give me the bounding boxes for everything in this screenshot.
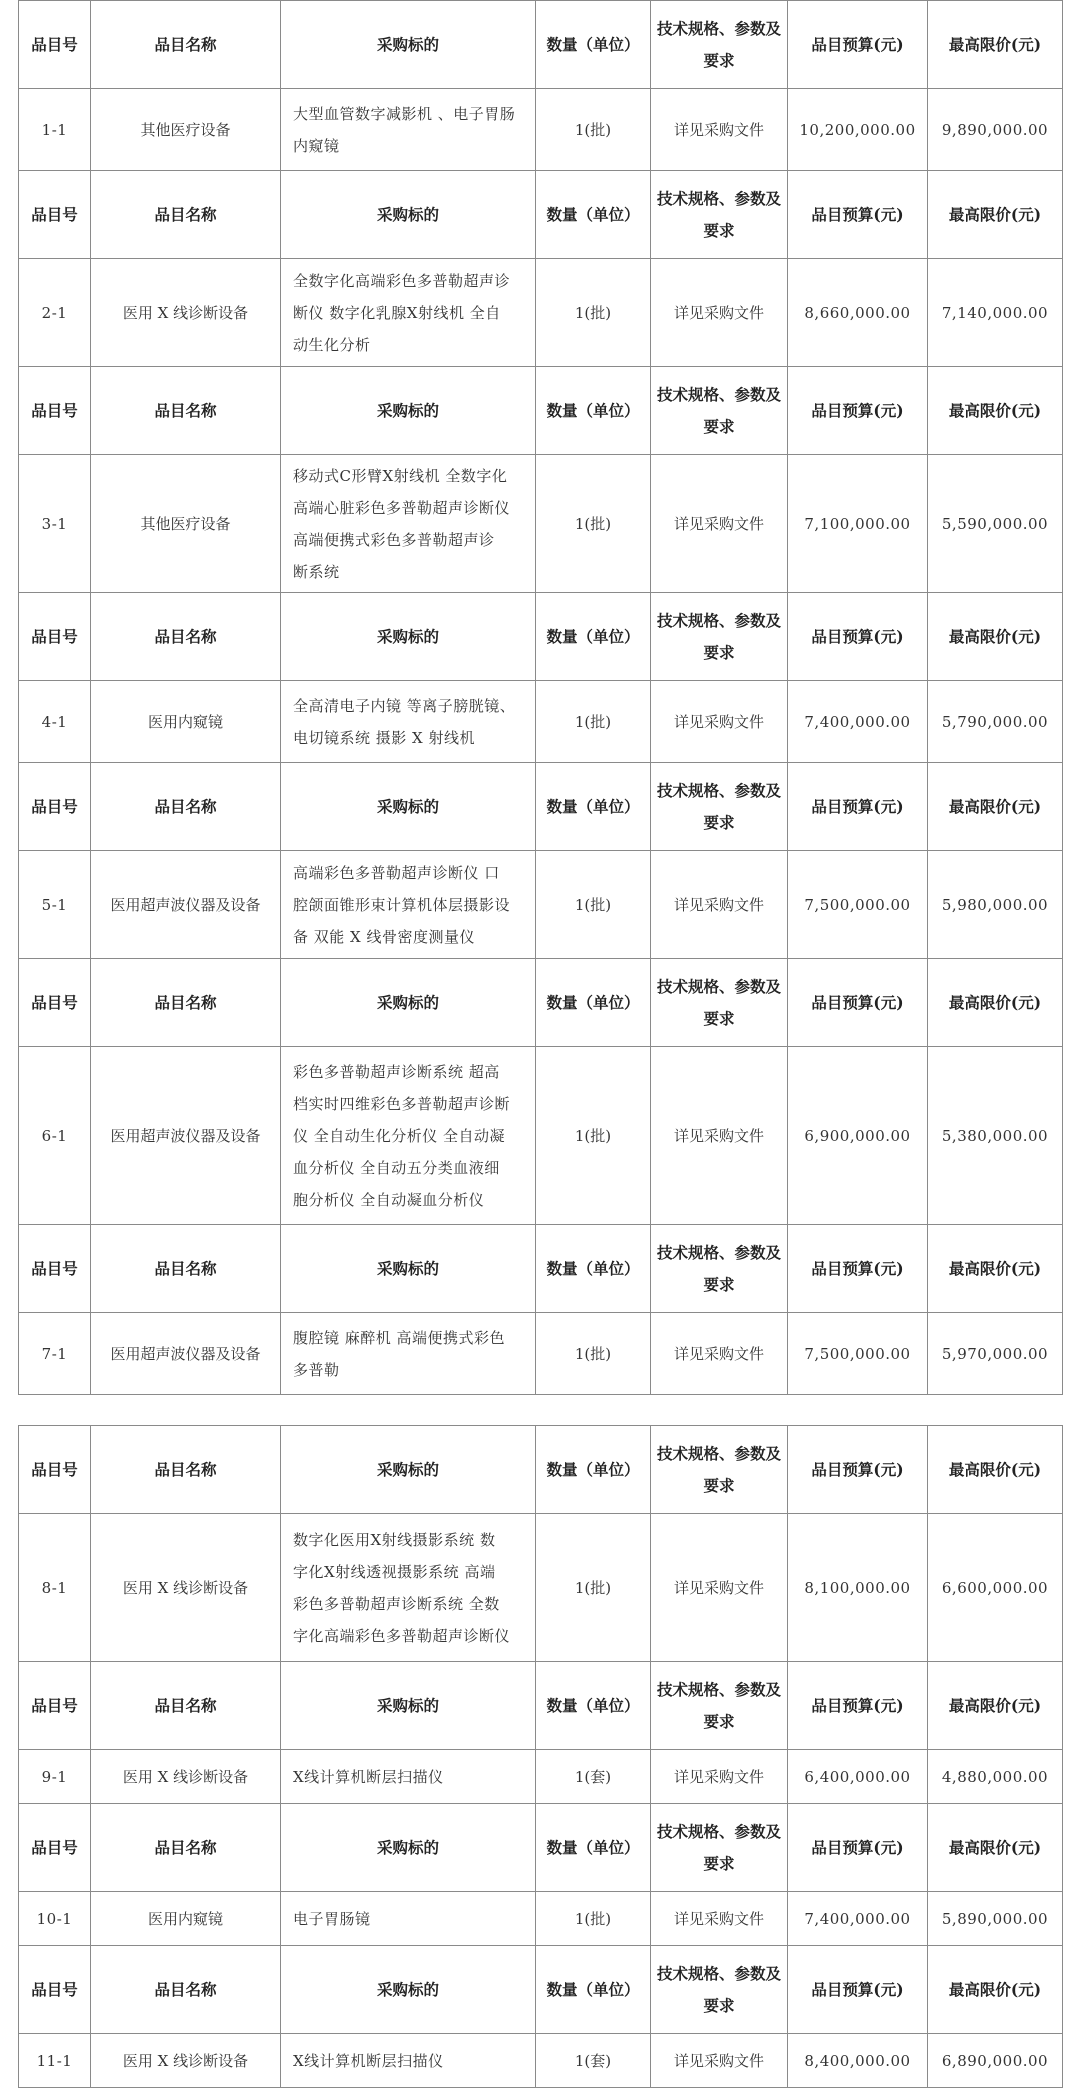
- header-item-number: 品目号: [19, 1225, 91, 1313]
- quantity: 1(批): [536, 259, 651, 367]
- header-item-number: 品目号: [19, 1804, 91, 1892]
- item-number: 1-1: [19, 89, 91, 171]
- quantity: 1(批): [536, 89, 651, 171]
- header-budget: 品目预算(元): [788, 1662, 928, 1750]
- quantity: 1(套): [536, 2034, 651, 2088]
- table-body-1: [19, 1, 1063, 1395]
- header-budget: 品目预算(元): [788, 1225, 928, 1313]
- item-name: 医用 X 线诊断设备: [91, 2034, 281, 2088]
- header-procurement-target: 采购标的: [281, 1804, 536, 1892]
- header-procurement-target: 采购标的: [281, 1946, 536, 2034]
- header-quantity: 数量（单位）: [536, 1662, 651, 1750]
- spec-requirements: 详见采购文件: [651, 851, 788, 959]
- spec-requirements: 详见采购文件: [651, 2034, 788, 2088]
- spec-requirements: 详见采购文件: [651, 1892, 788, 1946]
- procurement-target: 大型血管数字减影机 、电子胃肠 内窥镜: [281, 89, 536, 171]
- header-max-price: 最高限价(元): [928, 1426, 1063, 1514]
- max-price: 5,970,000.00: [928, 1313, 1063, 1395]
- table-row: [19, 851, 1063, 959]
- procurement-target: 腹腔镜 麻醉机 高端便携式彩色 多普勒: [281, 1313, 536, 1395]
- quantity: 1(批): [536, 681, 651, 763]
- header-budget: 品目预算(元): [788, 959, 928, 1047]
- header-spec-requirements: 技术规格、参数及要求: [651, 593, 788, 681]
- header-quantity: 数量（单位）: [536, 1804, 651, 1892]
- header-spec-requirements: 技术规格、参数及要求: [651, 1662, 788, 1750]
- item-name: 医用 X 线诊断设备: [91, 1750, 281, 1804]
- item-name: 其他医疗设备: [91, 455, 281, 593]
- item-name: 其他医疗设备: [91, 89, 281, 171]
- header-quantity: 数量（单位）: [536, 367, 651, 455]
- header-item-number: 品目号: [19, 1662, 91, 1750]
- header-spec-requirements: 技术规格、参数及要求: [651, 763, 788, 851]
- header-row: [19, 367, 1063, 455]
- header-row: [19, 959, 1063, 1047]
- max-price: 5,890,000.00: [928, 1892, 1063, 1946]
- header-max-price: 最高限价(元): [928, 1946, 1063, 2034]
- header-quantity: 数量（单位）: [536, 1946, 651, 2034]
- item-number: 3-1: [19, 455, 91, 593]
- header-item-number: 品目号: [19, 1946, 91, 2034]
- header-budget: 品目预算(元): [788, 1, 928, 89]
- header-procurement-target: 采购标的: [281, 1225, 536, 1313]
- item-name: 医用超声波仪器及设备: [91, 1313, 281, 1395]
- header-budget: 品目预算(元): [788, 1946, 928, 2034]
- header-item-number: 品目号: [19, 1, 91, 89]
- budget: 8,100,000.00: [788, 1514, 928, 1662]
- procurement-target: X线计算机断层扫描仪: [281, 2034, 536, 2088]
- item-number: 7-1: [19, 1313, 91, 1395]
- header-row: [19, 1, 1063, 89]
- header-budget: 品目预算(元): [788, 367, 928, 455]
- budget: 6,900,000.00: [788, 1047, 928, 1225]
- item-name: 医用内窥镜: [91, 1892, 281, 1946]
- table-row: [19, 1047, 1063, 1225]
- header-procurement-target: 采购标的: [281, 1, 536, 89]
- budget: 7,100,000.00: [788, 455, 928, 593]
- spec-requirements: 详见采购文件: [651, 89, 788, 171]
- max-price: 6,600,000.00: [928, 1514, 1063, 1662]
- table-row: [19, 681, 1063, 763]
- budget: 8,400,000.00: [788, 2034, 928, 2088]
- header-budget: 品目预算(元): [788, 171, 928, 259]
- quantity: 1(批): [536, 851, 651, 959]
- max-price: 6,890,000.00: [928, 2034, 1063, 2088]
- header-spec-requirements: 技术规格、参数及要求: [651, 1426, 788, 1514]
- header-item-number: 品目号: [19, 367, 91, 455]
- spec-requirements: 详见采购文件: [651, 1047, 788, 1225]
- table-row: [19, 1750, 1063, 1804]
- header-spec-requirements: 技术规格、参数及要求: [651, 1225, 788, 1313]
- procurement-target: X线计算机断层扫描仪: [281, 1750, 536, 1804]
- procurement-target: 全数字化高端彩色多普勒超声诊 断仪 数字化乳腺X射线机 全自 动生化分析: [281, 259, 536, 367]
- quantity: 1(批): [536, 1514, 651, 1662]
- header-row: [19, 1426, 1063, 1514]
- header-budget: 品目预算(元): [788, 763, 928, 851]
- header-item-name: 品目名称: [91, 1225, 281, 1313]
- header-item-number: 品目号: [19, 593, 91, 681]
- quantity: 1(套): [536, 1750, 651, 1804]
- table-row: [19, 1313, 1063, 1395]
- item-number: 2-1: [19, 259, 91, 367]
- budget: 7,500,000.00: [788, 1313, 928, 1395]
- header-procurement-target: 采购标的: [281, 1426, 536, 1514]
- header-item-name: 品目名称: [91, 367, 281, 455]
- item-number: 4-1: [19, 681, 91, 763]
- header-item-name: 品目名称: [91, 959, 281, 1047]
- header-spec-requirements: 技术规格、参数及要求: [651, 171, 788, 259]
- header-row: [19, 171, 1063, 259]
- header-spec-requirements: 技术规格、参数及要求: [651, 959, 788, 1047]
- header-item-name: 品目名称: [91, 1946, 281, 2034]
- header-quantity: 数量（单位）: [536, 593, 651, 681]
- quantity: 1(批): [536, 1313, 651, 1395]
- procurement-target: 数字化医用X射线摄影系统 数 字化X射线透视摄影系统 高端 彩色多普勒超声诊断系统 全数 字化高端彩色多普勒超声诊断仪: [281, 1514, 536, 1662]
- header-item-number: 品目号: [19, 1426, 91, 1514]
- item-number: 11-1: [19, 2034, 91, 2088]
- header-item-name: 品目名称: [91, 171, 281, 259]
- budget: 10,200,000.00: [788, 89, 928, 171]
- quantity: 1(批): [536, 455, 651, 593]
- table-row: [19, 2034, 1063, 2088]
- header-max-price: 最高限价(元): [928, 171, 1063, 259]
- header-spec-requirements: 技术规格、参数及要求: [651, 1, 788, 89]
- header-quantity: 数量（单位）: [536, 1, 651, 89]
- max-price: 5,980,000.00: [928, 851, 1063, 959]
- item-number: 5-1: [19, 851, 91, 959]
- max-price: 5,380,000.00: [928, 1047, 1063, 1225]
- header-item-number: 品目号: [19, 763, 91, 851]
- header-budget: 品目预算(元): [788, 1426, 928, 1514]
- spec-requirements: 详见采购文件: [651, 681, 788, 763]
- header-procurement-target: 采购标的: [281, 1662, 536, 1750]
- header-item-name: 品目名称: [91, 1804, 281, 1892]
- header-row: [19, 1946, 1063, 2034]
- item-number: 6-1: [19, 1047, 91, 1225]
- header-max-price: 最高限价(元): [928, 367, 1063, 455]
- header-spec-requirements: 技术规格、参数及要求: [651, 1804, 788, 1892]
- spec-requirements: 详见采购文件: [651, 1750, 788, 1804]
- header-item-name: 品目名称: [91, 1426, 281, 1514]
- item-name: 医用超声波仪器及设备: [91, 1047, 281, 1225]
- spec-requirements: 详见采购文件: [651, 1514, 788, 1662]
- header-row: [19, 1804, 1063, 1892]
- header-item-name: 品目名称: [91, 1, 281, 89]
- header-max-price: 最高限价(元): [928, 1, 1063, 89]
- table-row: [19, 259, 1063, 367]
- header-procurement-target: 采购标的: [281, 593, 536, 681]
- max-price: 5,790,000.00: [928, 681, 1063, 763]
- max-price: 5,590,000.00: [928, 455, 1063, 593]
- procurement-target: 电子胃肠镜: [281, 1892, 536, 1946]
- header-quantity: 数量（单位）: [536, 763, 651, 851]
- table-row: [19, 455, 1063, 593]
- budget: 6,400,000.00: [788, 1750, 928, 1804]
- header-item-name: 品目名称: [91, 1662, 281, 1750]
- max-price: 9,890,000.00: [928, 89, 1063, 171]
- max-price: 7,140,000.00: [928, 259, 1063, 367]
- procurement-target: 全高清电子内镜 等离子膀胱镜、 电切镜系统 摄影 X 射线机: [281, 681, 536, 763]
- header-max-price: 最高限价(元): [928, 763, 1063, 851]
- table-body-2: [19, 1426, 1063, 2088]
- header-max-price: 最高限价(元): [928, 1804, 1063, 1892]
- header-quantity: 数量（单位）: [536, 171, 651, 259]
- header-row: [19, 1225, 1063, 1313]
- procurement-table-1: [18, 0, 1063, 1395]
- item-name: 医用 X 线诊断设备: [91, 1514, 281, 1662]
- header-spec-requirements: 技术规格、参数及要求: [651, 1946, 788, 2034]
- header-budget: 品目预算(元): [788, 1804, 928, 1892]
- spec-requirements: 详见采购文件: [651, 455, 788, 593]
- header-quantity: 数量（单位）: [536, 959, 651, 1047]
- table-row: [19, 1892, 1063, 1946]
- item-number: 10-1: [19, 1892, 91, 1946]
- item-name: 医用超声波仪器及设备: [91, 851, 281, 959]
- header-item-name: 品目名称: [91, 763, 281, 851]
- header-max-price: 最高限价(元): [928, 959, 1063, 1047]
- header-row: [19, 1662, 1063, 1750]
- item-number: 8-1: [19, 1514, 91, 1662]
- budget: 8,660,000.00: [788, 259, 928, 367]
- item-name: 医用内窥镜: [91, 681, 281, 763]
- header-procurement-target: 采购标的: [281, 367, 536, 455]
- header-item-number: 品目号: [19, 171, 91, 259]
- header-row: [19, 763, 1063, 851]
- budget: 7,400,000.00: [788, 681, 928, 763]
- procurement-target: 彩色多普勒超声诊断系统 超高 档实时四维彩色多普勒超声诊断 仪 全自动生化分析仪 全自动凝 血分析仪 全自动五分类血液细 胞分析仪 全自动凝血分析仪: [281, 1047, 536, 1225]
- header-row: [19, 593, 1063, 681]
- header-max-price: 最高限价(元): [928, 1225, 1063, 1313]
- header-quantity: 数量（单位）: [536, 1426, 651, 1514]
- procurement-table-2: [18, 1425, 1063, 2088]
- header-procurement-target: 采购标的: [281, 171, 536, 259]
- quantity: 1(批): [536, 1047, 651, 1225]
- spec-requirements: 详见采购文件: [651, 1313, 788, 1395]
- header-max-price: 最高限价(元): [928, 1662, 1063, 1750]
- item-number: 9-1: [19, 1750, 91, 1804]
- header-budget: 品目预算(元): [788, 593, 928, 681]
- header-max-price: 最高限价(元): [928, 593, 1063, 681]
- header-spec-requirements: 技术规格、参数及要求: [651, 367, 788, 455]
- header-item-name: 品目名称: [91, 593, 281, 681]
- table-row: [19, 89, 1063, 171]
- quantity: 1(批): [536, 1892, 651, 1946]
- budget: 7,400,000.00: [788, 1892, 928, 1946]
- budget: 7,500,000.00: [788, 851, 928, 959]
- table-row: [19, 1514, 1063, 1662]
- max-price: 4,880,000.00: [928, 1750, 1063, 1804]
- spec-requirements: 详见采购文件: [651, 259, 788, 367]
- item-name: 医用 X 线诊断设备: [91, 259, 281, 367]
- header-procurement-target: 采购标的: [281, 763, 536, 851]
- header-quantity: 数量（单位）: [536, 1225, 651, 1313]
- procurement-target: 高端彩色多普勒超声诊断仪 口 腔颌面锥形束计算机体层摄影设 备 双能 X 线骨密度测量仪: [281, 851, 536, 959]
- header-item-number: 品目号: [19, 959, 91, 1047]
- procurement-target: 移动式C形臂X射线机 全数字化 高端心脏彩色多普勒超声诊断仪 高端便携式彩色多普勒超声诊 断系统: [281, 455, 536, 593]
- header-procurement-target: 采购标的: [281, 959, 536, 1047]
